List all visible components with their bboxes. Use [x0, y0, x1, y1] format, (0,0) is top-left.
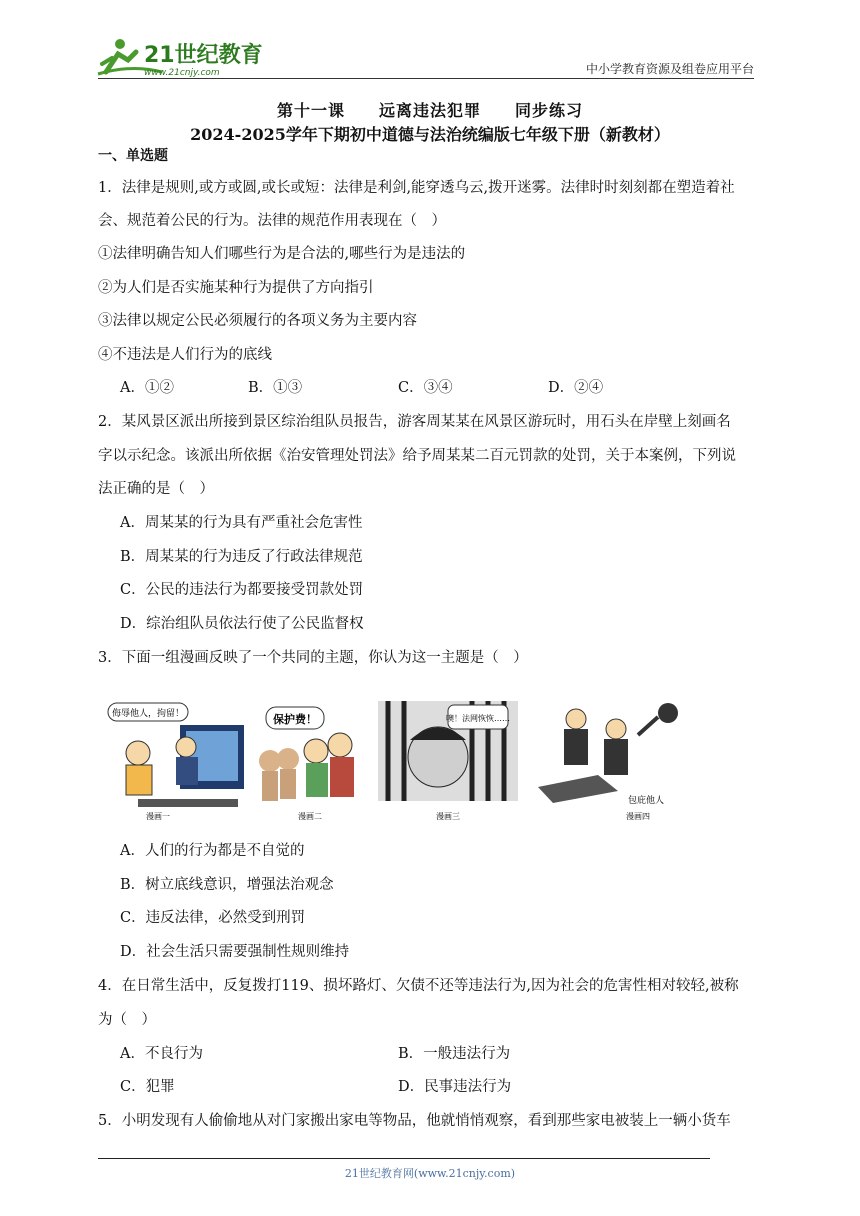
header-divider: [98, 78, 754, 79]
q1-option-b: B．①③: [248, 380, 303, 396]
comic-strip: [98, 695, 698, 820]
svg-text:漫画三: 漫画三: [436, 812, 460, 820]
svg-text:侮辱他人，拘留！: 侮辱他人，拘留！: [111, 709, 185, 719]
q4-option-b: B．一般违法行为: [398, 1046, 511, 1062]
q3-stem: 3．下面一组漫画反映了一个共同的主题，你认为这一主题是（ ）: [98, 650, 528, 666]
svg-text:保护费！: 保护费！: [273, 713, 317, 726]
q1-statement-2: ②为人们是否实施某种行为提供了方向指引: [98, 280, 374, 296]
footer-divider: [98, 1158, 710, 1159]
q2-stem-line1: 2．某风景区派出所接到景区综治组队员报告，游客周某某在风景区游玩时，用石头在岸壁上刻画名: [98, 414, 731, 430]
q1-statement-4: ④不违法是人们行为的底线: [98, 347, 272, 363]
q4-option-c: C．犯罪: [120, 1079, 175, 1095]
q5-stem-line1: 5．小明发现有人偷偷地从对门家搬出家电等物品，他就悄悄观察，看到那些家电被装上一辆小货车: [98, 1113, 731, 1129]
q1-stem-line1: 1．法律是规则,或方或圆,或长或短：法律是利剑,能穿透乌云,拨开迷雾。法律时时刻刻都在塑造着社: [98, 180, 735, 196]
q2-option-a: A．周某某的行为具有严重社会危害性: [120, 515, 363, 531]
q2-option-c: C．公民的违法行为都要接受罚款处罚: [120, 582, 364, 598]
q4-stem-line1: 4．在日常生活中，反复拨打119、损坏路灯、欠债不还等违法行为,因为社会的危害性相对较轻,被称: [98, 978, 739, 994]
q1-stem-line2: 会、规范着公民的行为。法律的规范作用表现在（ ）: [98, 213, 446, 229]
q2-stem-line2: 字以示纪念。该派出所依据《治安管理处罚法》给予周某某二百元罚款的处罚，关于本案例，下列说: [98, 448, 736, 464]
comic-2: [259, 707, 354, 820]
q1-statement-1: ①法律明确告知人们哪些行为是合法的,哪些行为是违法的: [98, 246, 466, 262]
q1-option-a: A．①②: [120, 380, 174, 396]
svg-text:漫画四: 漫画四: [626, 812, 650, 820]
q1-option-d: D．②④: [548, 380, 604, 396]
q3-option-d: D．社会生活只需要强制性规则维持: [120, 944, 350, 960]
platform-name: 中小学教育资源及组卷应用平台: [585, 62, 754, 76]
q4-option-d: D．民事违法行为: [398, 1079, 512, 1095]
svg-text:漫画一: 漫画一: [146, 812, 170, 820]
q2-option-d: D．综治组队员依法行使了公民监督权: [120, 616, 364, 632]
comic-4: [538, 703, 678, 820]
q2-stem-line3: 法正确的是（ ）: [98, 481, 214, 497]
q2-option-b: B．周某某的行为违反了行政法律规范: [120, 549, 363, 565]
q1-statement-3: ③法律以规定公民必须履行的各项义务为主要内容: [98, 313, 417, 329]
q3-option-a: A．人们的行为都是不自觉的: [120, 843, 305, 859]
svg-text:21世纪教育: 21世纪教育: [144, 43, 262, 68]
section-heading: 一、单选题: [98, 148, 168, 164]
svg-text:包庇他人: 包庇他人: [628, 796, 665, 806]
q3-option-b: B．树立底线意识，增强法治观念: [120, 877, 334, 893]
svg-text:漫画二: 漫画二: [298, 812, 322, 820]
q4-stem-line2: 为（ ）: [98, 1012, 156, 1028]
footer-link[interactable]: 21世纪教育网(www.21cnjy.com): [344, 1167, 516, 1180]
q1-option-c: C．③④: [398, 380, 453, 396]
q3-option-c: C．违反法律，必然受到刑罚: [120, 910, 306, 926]
svg-text:www.21cnjy.com: www.21cnjy.com: [144, 68, 220, 78]
site-logo: [92, 34, 262, 80]
svg-text:噢！法网恢恢……: 噢！法网恢恢……: [446, 714, 510, 723]
q4-option-a: A．不良行为: [120, 1046, 203, 1062]
comic-3: [378, 701, 518, 820]
comic-1: [108, 703, 244, 820]
course-title: 2024-2025学年下期初中道德与法治统编版七年级下册（新教材）: [190, 125, 670, 144]
lesson-title: 第十一课 远离违法犯罪 同步练习: [276, 101, 583, 120]
